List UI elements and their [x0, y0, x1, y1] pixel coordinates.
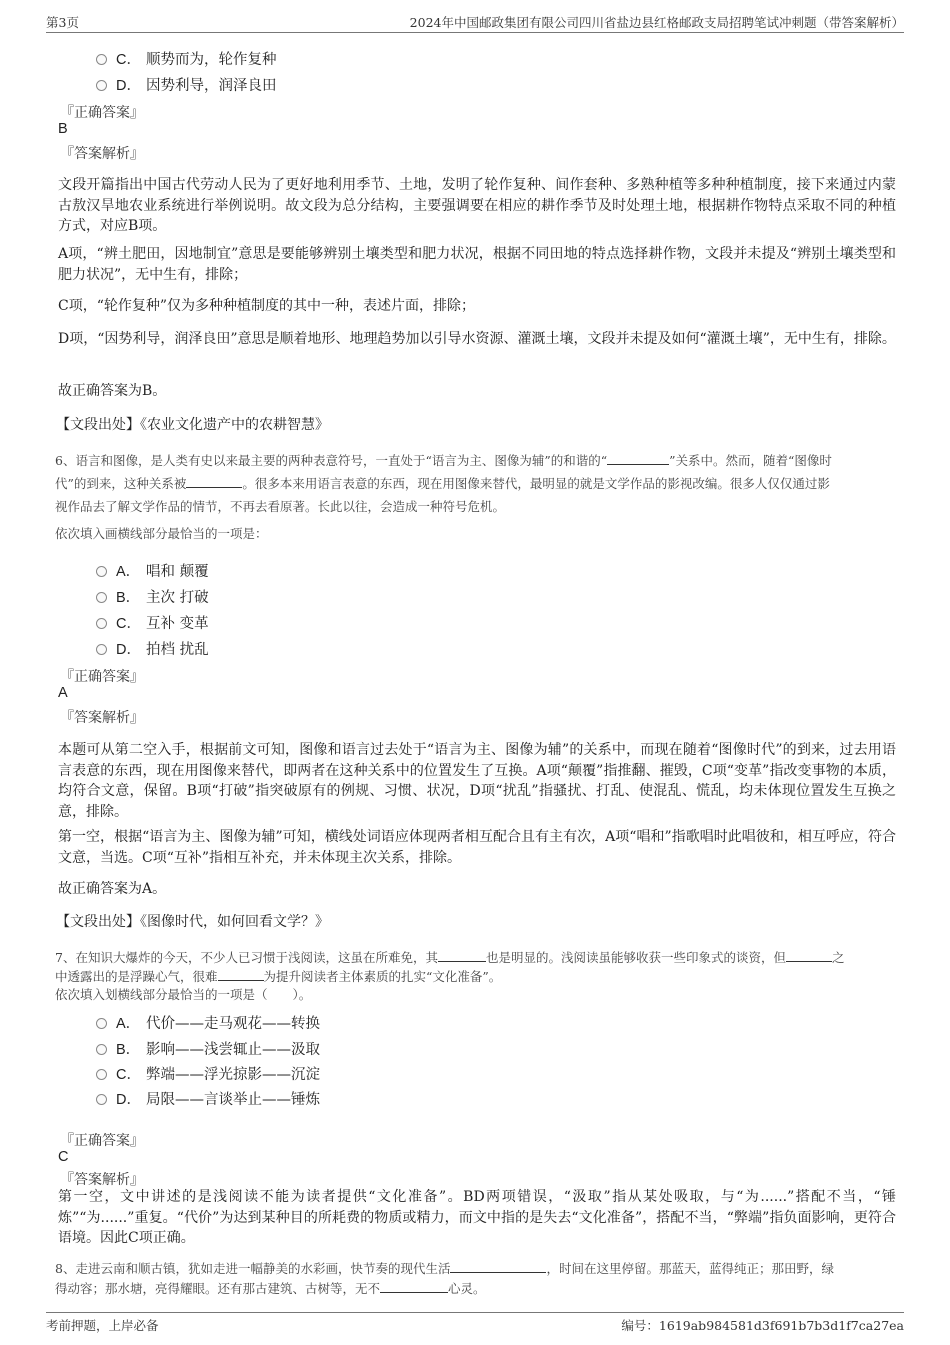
- option-text: 顺势而为，轮作复种: [146, 52, 277, 68]
- analysis-label: 『答案解析』: [60, 146, 144, 162]
- option-key: D．: [116, 642, 141, 658]
- q5-analysis-para-2: A项，“辨土肥田，因地制宜”意思是要能够辨别土壤类型和肥力状况，根据不同田地的特点选择耕作物，文段并未提及“辨别土壤类型和肥力状况”，无中生有，排除；: [58, 246, 896, 283]
- q5-analysis-para-4: D项，“因势利导，润泽良田”意思是顺着地形、地理趋势加以引导水资源、灌溉土壤，文段并未提及如何“灌溉土壤”，无中生有，排除。: [58, 331, 896, 347]
- answer-label: 『正确答案』: [60, 1133, 144, 1149]
- q7-option-d[interactable]: [96, 1088, 320, 1109]
- option-text: 因势利导，润泽良田: [146, 78, 277, 94]
- radio-icon[interactable]: [96, 618, 107, 629]
- radio-icon[interactable]: [96, 1018, 107, 1029]
- q6-stem: [55, 449, 895, 518]
- page-number: 第3页: [46, 15, 79, 30]
- q7-option-a[interactable]: [96, 1012, 320, 1033]
- q6-conclusion: 故正确答案为A。: [58, 881, 167, 897]
- option-key: C．: [116, 52, 141, 68]
- answer-value: B: [58, 121, 68, 137]
- q7-stem-part: 中透露出的是浮躁心气，很难: [55, 968, 218, 984]
- q6-stem-part: 视作品去了解文学作品的情节，不再去看原著。长此以往，会造成一种符号危机。: [55, 499, 506, 514]
- answer-value: A: [58, 685, 68, 701]
- option-text: 拍档 扰乱: [146, 642, 209, 658]
- option-text: 主次 打破: [146, 590, 209, 606]
- q5-analysis-para-3: C项，“轮作复种”仅为多种种植制度的其中一种，表述片面，排除；: [58, 298, 476, 314]
- q6-stem-part: ”关系中。然而，随着“图像时: [669, 453, 832, 468]
- q8-stem-part: 8、走进云南和顺古镇，犹如走进一幅静美的水彩画，快节奏的现代生活: [55, 1261, 451, 1276]
- q7-stem-part: 也是明显的。浅阅读虽能够收获一些印象式的谈资，但: [485, 950, 786, 965]
- option-key: A．: [116, 564, 141, 580]
- radio-icon[interactable]: [96, 592, 107, 603]
- radio-icon[interactable]: [96, 1069, 107, 1080]
- analysis-label: 『答案解析』: [60, 710, 144, 726]
- radio-icon[interactable]: [96, 566, 107, 577]
- q7-stem-part: 之: [831, 950, 845, 965]
- document-code: 编号：1619ab984581d3f691b7b3d1f7ca27ea: [621, 1318, 904, 1333]
- radio-icon[interactable]: [96, 1044, 107, 1055]
- q6-stem-part: 代”的到来，这种关系被: [55, 476, 187, 491]
- option-text: 代价——走马观花——转换: [146, 1016, 320, 1032]
- answer-value: C: [58, 1149, 69, 1165]
- q6-option-d[interactable]: [96, 638, 209, 659]
- fill-blank: [438, 950, 486, 962]
- fill-blank: [786, 950, 832, 962]
- q7-option-b[interactable]: [96, 1038, 320, 1059]
- option-key: A．: [116, 1016, 141, 1032]
- q6-source: 【文段出处】《图像时代，如何回看文学？》: [56, 914, 329, 930]
- option-key: D．: [116, 1092, 141, 1108]
- q6-analysis-para-1: 本题可从第二空入手，根据前文可知，图像和语言过去处于“语言为主、图像为辅”的关系中，而现在随着“图像时代”的到来，过去用语言表意的东西，现在用图像来替代，即两者在这种关系中的位置发生了互换。A项“颠覆”指推翻、摧毁，C项“变革”指改变事物的本质，均符合文意，保留。B项“打破”指突破原有的例规、习惯、状况，D项“扰乱”指骚扰、打乱、使混乱、慌乱，均未体现位置发生互换之意，排除。: [58, 742, 896, 820]
- option-key: C．: [116, 1067, 141, 1083]
- radio-icon[interactable]: [96, 644, 107, 655]
- fill-blank: [450, 1261, 546, 1273]
- q7-stem: [55, 949, 895, 1005]
- q5-conclusion: 故正确答案为B。: [58, 383, 167, 399]
- option-text: 局限——言谈举止——锤炼: [146, 1092, 320, 1108]
- option-text: 唱和 颠覆: [146, 564, 209, 580]
- answer-label: 『正确答案』: [60, 669, 144, 685]
- q8-stem-part: 得动容；那水塘，亮得耀眼。还有那古建筑、古树等，无不: [55, 1281, 381, 1296]
- q6-option-b[interactable]: [96, 586, 209, 607]
- fill-blank: [186, 476, 242, 488]
- q8-stem-part: 心灵。: [448, 1281, 486, 1296]
- fill-blank: [607, 453, 669, 465]
- q5-option-d[interactable]: [96, 74, 277, 95]
- fill-blank: [218, 969, 264, 981]
- option-key: B．: [116, 590, 141, 606]
- radio-icon[interactable]: [96, 80, 107, 91]
- q5-source: 【文段出处】《农业文化遗产中的农耕智慧》: [56, 417, 329, 433]
- radio-icon[interactable]: [96, 54, 107, 65]
- option-text: 弊端——浮光掠影——沉淀: [146, 1067, 320, 1083]
- q7-option-c[interactable]: [96, 1063, 320, 1084]
- q5-analysis-para-1: 文段开篇指出中国古代劳动人民为了更好地利用季节、土地，发明了轮作复种、间作套种、多熟种植等多种种植制度，接下来通过内蒙古敖汉旱地农业系统进行举例说明。故文段为总分结构，主要强调要在相应的耕作季节及时处理土地，根据耕作物特点采取不同的种植方式，对应B项。: [58, 177, 896, 234]
- footer-slogan: 考前押题，上岸必备: [46, 1318, 159, 1333]
- page-header: [46, 12, 904, 33]
- q8-stem-part: ，时间在这里停留。那蓝天，蓝得纯正；那田野，绿: [546, 1261, 834, 1276]
- q7-prompt: 依次填入划横线部分最恰当的一项是（ ）。: [55, 987, 312, 1002]
- q8-stem: [55, 1259, 895, 1299]
- q6-option-c[interactable]: [96, 612, 209, 633]
- q7-stem-part: 7、在知识大爆炸的今天，不少人已习惯于浅阅读，这虽在所难免，其: [55, 950, 438, 965]
- document-title: 2024年中国邮政集团有限公司四川省盐边县红格邮政支局招聘笔试冲刺题（带答案解析）: [409, 15, 904, 30]
- radio-icon[interactable]: [96, 1094, 107, 1105]
- q6-prompt: 依次填入画横线部分最恰当的一项是：: [55, 526, 268, 541]
- fill-blank: [380, 1281, 448, 1293]
- q7-analysis-para-1: 第一空，文中讲述的是浅阅读不能为读者提供“文化准备”。BD两项错误，“汲取”指从某处吸取，与“为......”搭配不当，“锤炼”“为......”重复。“代价”为达到某种目的所耗费的物质或精力，而文中指的是失去“文化准备”，搭配不当，“弊端”指负面影响，更符合语境。因此C项正确。: [58, 1189, 896, 1246]
- q6-option-a[interactable]: [96, 560, 209, 581]
- page-footer: [46, 1312, 904, 1333]
- option-text: 影响——浅尝辄止——汲取: [146, 1042, 320, 1058]
- option-key: C．: [116, 616, 141, 632]
- option-key: B．: [116, 1042, 141, 1058]
- q6-analysis-para-2: 第一空，根据“语言为主、图像为辅”可知，横线处词语应体现两者相互配合且有主有次，A项“唱和”指歌唱时此唱彼和，相互呼应，符合文意，当选。C项“互补”指相互补充，并未体现主次关系，排除。: [58, 829, 896, 866]
- option-key: D．: [116, 78, 141, 94]
- q6-stem-part: 。很多本来用语言表意的东西，现在用图像来替代，最明显的就是文学作品的影视改编。很多人仅仅通过影: [242, 476, 830, 491]
- q5-option-c[interactable]: [96, 48, 277, 69]
- option-text: 互补 变革: [146, 616, 209, 632]
- q6-stem-part: 6、语言和图像，是人类有史以来最主要的两种表意符号，一直处于“语言为主、图像为辅”的和谐的“: [55, 453, 608, 468]
- q7-stem-part: 为提升阅读者主体素质的扎实“文化准备”。: [263, 968, 502, 984]
- analysis-label: 『答案解析』: [60, 1172, 144, 1188]
- answer-label: 『正确答案』: [60, 105, 144, 121]
